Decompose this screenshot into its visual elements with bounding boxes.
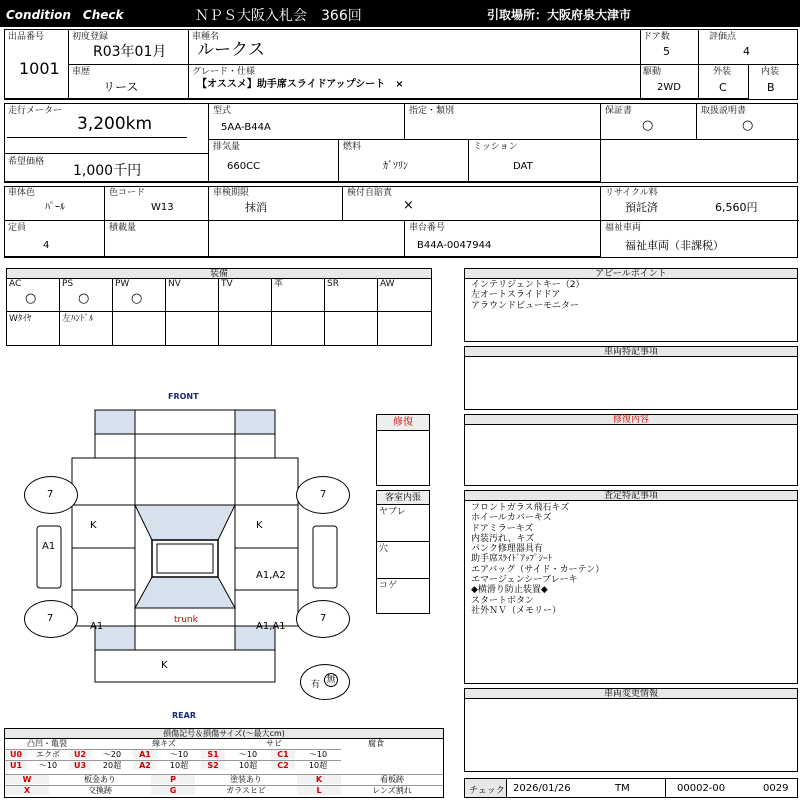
row1-block: [4, 29, 798, 100]
chassis-number: B44A-0047944: [417, 240, 492, 251]
legend-item: 板金あり: [49, 774, 151, 784]
score: 4: [743, 45, 750, 58]
legend-item: W: [5, 774, 49, 784]
legend-item: ガラスヒビ: [195, 785, 297, 795]
grade: 【オススメ】助手席スライドアップシート ×: [197, 79, 404, 90]
inspection-note: 内装汚れ、キズ: [471, 533, 535, 544]
welfare: 福祉車両（非課税）: [625, 239, 724, 252]
trunk-label: trunk: [174, 615, 198, 625]
inspection-note: エアバッグ（サイド・カーテン）: [471, 564, 605, 575]
equipment-cell: [272, 312, 325, 345]
equipment-label: AC: [9, 279, 22, 289]
tire-front-right: 7: [320, 489, 327, 500]
displacement: 660CC: [227, 161, 261, 172]
damage-left-side: A1: [42, 541, 56, 552]
legend-head: 線キズ: [152, 739, 176, 748]
price-label: 希望価格: [8, 157, 45, 167]
inspection-notes-box: [464, 490, 798, 684]
recycle-status: 預託済: [625, 201, 658, 214]
legend-item: U2: [69, 749, 91, 759]
legend-item: 〜20: [91, 749, 133, 759]
equipment-cell: [166, 312, 219, 345]
capacity-label: 定員: [8, 223, 27, 233]
equipment-cell: [325, 279, 378, 312]
legend-item: G: [151, 785, 195, 795]
color-code-label: 色コード: [109, 188, 146, 198]
repair-box-title: 修復: [377, 415, 429, 431]
header-bar: [0, 0, 800, 27]
equipment-mark: ○: [131, 291, 143, 306]
equipment-title: 装備: [7, 269, 431, 279]
legend-head: 腐食: [368, 739, 384, 748]
insurance: ×: [403, 198, 414, 213]
repair-box: [376, 414, 430, 486]
legend-item: C1: [271, 749, 295, 759]
model-label: 型式: [213, 106, 232, 116]
special-title: 車両特記事項: [465, 347, 797, 357]
legend-item: C2: [271, 760, 295, 770]
drive: 2WD: [657, 82, 681, 93]
warranty-label: 保証書: [605, 106, 633, 116]
welfare-label: 福祉車両: [605, 223, 642, 233]
legend-item: 10超: [157, 760, 201, 770]
repair-content-box: [464, 414, 798, 486]
equipment-cell: [166, 279, 219, 312]
mileage: 3,200km: [77, 114, 153, 134]
legend-item: S2: [201, 760, 225, 770]
fuel-label: 燃料: [343, 142, 362, 152]
equipment-mark: ○: [25, 291, 37, 306]
equipment-label: TV: [221, 279, 233, 289]
legend-item: X: [5, 785, 49, 795]
equipment-label: PS: [62, 279, 74, 289]
check-label: チェック: [469, 786, 505, 796]
special-box: [464, 346, 798, 410]
change-box: [464, 688, 798, 772]
equipment-cell: [113, 279, 166, 312]
legend-item: A2: [133, 760, 157, 770]
load-label: 積載量: [109, 223, 137, 233]
exterior-grade: C: [719, 81, 727, 94]
reg-label: 初度登録: [72, 32, 109, 42]
equipment-cell: [7, 279, 60, 312]
doc-code: 0029: [763, 783, 789, 794]
header-title: Condition Check: [6, 8, 124, 22]
interior-item: コゲ: [379, 581, 398, 591]
damage-rear: K: [161, 660, 168, 671]
inspection-note: ホイールカバーキズ: [471, 513, 552, 524]
equipment-extra: Wﾀｲﾔ: [9, 314, 32, 324]
legend-head: 凸凹・亀裂: [27, 739, 67, 748]
interior-box: [376, 490, 430, 614]
staff: TM: [615, 783, 630, 794]
inspection-note: ドアミラーキズ: [471, 523, 534, 534]
legend-item: 塗装あり: [195, 774, 297, 784]
inspection-note: 社外ＮＶ（メモリー）: [471, 605, 562, 616]
legend-item: U0: [5, 749, 27, 759]
damage-front-right: K: [256, 520, 263, 531]
model-code: 5AA-B44A: [221, 122, 271, 133]
color-label: 車体色: [8, 188, 36, 198]
row3-block: [4, 186, 798, 258]
legend-item: S1: [201, 749, 225, 759]
equipment-extra: 左ﾊﾝﾄﾞﾙ: [62, 314, 94, 324]
appeal-title: アピールポイント: [465, 269, 797, 279]
fuel: ｶﾞｿﾘﾝ: [383, 161, 408, 172]
legend-item: A1: [133, 749, 157, 759]
legend-title: 損傷記号＆損傷サイズ(〜最大cm): [5, 729, 443, 739]
interior-grade: B: [767, 81, 775, 94]
tire-rear-left: 7: [47, 613, 54, 624]
equipment-label: NV: [168, 279, 181, 289]
legend-head: サビ: [266, 739, 282, 748]
inspection-note: ◆横滑り防止装置◆: [471, 585, 548, 596]
int-label: 内装: [761, 67, 780, 77]
inspection-notes-title: 査定特記事項: [465, 491, 797, 501]
legend-item: P: [151, 774, 195, 784]
appeal-line: インテリジェントキー（2）: [471, 280, 585, 290]
damage-front-left: K: [90, 520, 97, 531]
inspection-note: スタートボタン: [471, 595, 535, 606]
equipment-label: AW: [380, 279, 395, 289]
doors: 5: [663, 45, 670, 58]
price: 1,000千円: [73, 163, 142, 179]
damage-rear-right: A1,A1: [256, 621, 286, 632]
equipment-cell: [7, 312, 60, 345]
equipment-cell: [325, 312, 378, 345]
appeal-box: [464, 268, 798, 342]
equipment-label: SR: [327, 279, 339, 289]
manual-label: 取扱説明書: [701, 106, 747, 116]
rear-label: REAR: [172, 711, 196, 720]
equipment-cell: [60, 312, 113, 345]
equipment-label: 革: [274, 279, 284, 289]
lot-number: 1001: [19, 59, 60, 78]
equipment-cell: [113, 312, 166, 345]
spare-label: 有: [311, 680, 321, 690]
chassis-label: 車台番号: [409, 223, 446, 233]
inspection-note: エマージェンシーブレーキ: [471, 575, 578, 586]
legend-item: L: [297, 785, 341, 795]
first-registration: R03年01月: [93, 44, 167, 60]
legend-item: U3: [69, 760, 91, 770]
legend-item: 〜10: [225, 749, 271, 759]
legend-item: レンズ割れ: [341, 785, 443, 795]
designation-label: 指定・類別: [409, 106, 455, 116]
interior-title: 客室内張: [377, 491, 429, 505]
legend-item: 〜10: [157, 749, 201, 759]
equipment-cell: [378, 312, 431, 345]
damage-legend: [4, 728, 444, 798]
manual: ○: [742, 118, 754, 133]
equipment-mark: ○: [78, 291, 90, 306]
equipment-cell: [219, 279, 272, 312]
legend-item: 10超: [225, 760, 271, 770]
damage-rear-left: A1: [90, 621, 104, 632]
interior-item: ヤブレ: [379, 507, 406, 517]
doors-label: ドア数: [643, 32, 670, 42]
name-label: 車種名: [192, 32, 220, 42]
auction-name: ＮＰＳ大阪入札会 366回: [195, 8, 362, 24]
appeal-line: 左オートスライドドア: [471, 290, 561, 301]
car-diagram: [0, 380, 370, 725]
recycle-label: リサイクル料: [605, 188, 658, 198]
mileage-label: 走行メーター: [8, 106, 63, 116]
footer: [464, 778, 798, 798]
legend-item: 10超: [295, 760, 341, 770]
legend-item: 看板跡: [341, 774, 443, 784]
body-color: ﾊﾟｰﾙ: [45, 202, 65, 213]
legend-item: 〜10: [295, 749, 341, 759]
legend-item: 〜10: [27, 760, 69, 770]
spare-mark: 無: [324, 673, 338, 687]
displacement-label: 排気量: [213, 142, 241, 152]
recycle-fee: 6,560円: [715, 201, 758, 214]
mission: DAT: [513, 161, 533, 172]
inspection-note: 助手席ｽﾗｲﾄﾞｱｯﾌﾟｼｰﾄ: [471, 554, 553, 565]
drive-label: 駆動: [643, 67, 662, 77]
history-label: 車歴: [72, 67, 91, 77]
grade-label: グレード・仕様: [192, 67, 256, 77]
interior-item: 穴: [379, 544, 389, 554]
doc-number: 00002-00: [677, 783, 726, 794]
equipment-cell: [272, 279, 325, 312]
ext-label: 外装: [713, 67, 732, 77]
inspection-expiry: 抹消: [245, 201, 267, 214]
car-name: ルークス: [197, 40, 265, 60]
warranty: ○: [642, 118, 654, 133]
legend-item: 20超: [91, 760, 133, 770]
legend-item: K: [297, 774, 341, 784]
row2-block: [4, 103, 798, 183]
equipment-table: [6, 268, 432, 346]
inspection-note: フロントガラス飛石キズ: [471, 503, 570, 513]
equipment-cell: [219, 312, 272, 345]
repair-content-title: 修復内容: [465, 415, 797, 425]
equipment-label: PW: [115, 279, 130, 289]
damage-right-mid: A1,A2: [256, 570, 286, 581]
color-code: W13: [151, 202, 174, 213]
appeal-list: [471, 280, 585, 311]
tire-rear-right: 7: [320, 613, 327, 624]
score-label: 評価点: [709, 32, 737, 42]
inspection-note: パンク修理器具有: [471, 544, 543, 555]
inspection-label: 車検期限: [213, 188, 250, 198]
lot-label: 出品番号: [8, 32, 45, 42]
inspection-notes-list: [471, 503, 604, 616]
equipment-cell: [60, 279, 113, 312]
change-title: 車両変更情報: [465, 689, 797, 699]
car-history: リース: [103, 80, 139, 94]
insurance-label: 検付自賠責: [347, 188, 393, 198]
mission-label: ミッション: [473, 142, 518, 152]
legend-item: エクボ: [27, 749, 69, 759]
pickup-location: 引取場所：大阪府泉大津市: [487, 8, 632, 22]
front-label: FRONT: [168, 392, 199, 401]
tire-front-left: 7: [47, 489, 54, 500]
equipment-cell: [378, 279, 431, 312]
legend-item: 交換跡: [49, 785, 151, 795]
appeal-line: アラウンドビューモニター: [471, 300, 580, 311]
capacity: 4: [43, 240, 50, 251]
legend-item: U1: [5, 760, 27, 770]
check-date: 2026/01/26: [513, 783, 571, 794]
